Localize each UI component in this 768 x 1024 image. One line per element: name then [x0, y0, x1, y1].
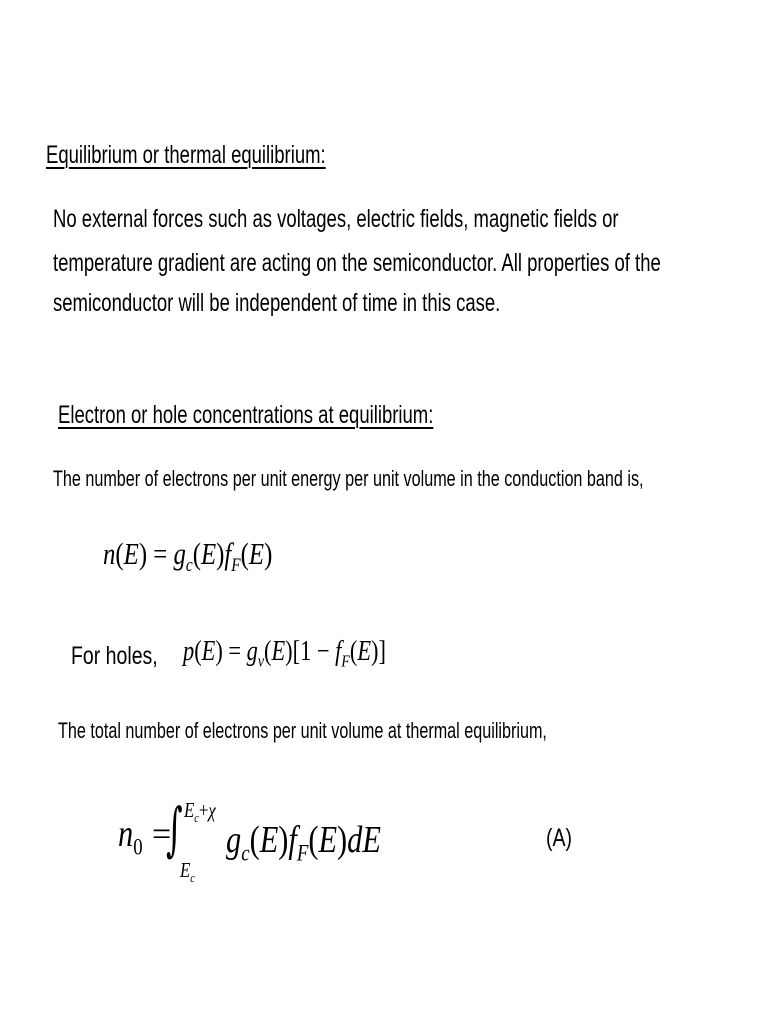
equals-sign: =: [152, 816, 172, 853]
integral-lower-limit: $E_c$: [180, 858, 195, 886]
integral-upper-limit: $E_c+\chi$: [184, 798, 216, 826]
integrand: $g_c(E)f_F(E)dE$: [226, 819, 381, 867]
section-heading-equilibrium: Equilibrium or thermal equilibrium:: [46, 141, 326, 169]
equation-electron-distribution: $n(E) = g_c(E)f_F(E)$: [103, 536, 273, 577]
section-heading-concentrations: Electron or hole concentrations at equilibrium:: [58, 401, 434, 429]
paragraph-line-2: temperature gradient are acting on the semiconductor. All properties of the: [53, 249, 661, 277]
holes-label: For holes,: [71, 642, 158, 670]
equation-hole-distribution: $p(E) = g_v(E)[1 - f_F(E)]$: [183, 636, 386, 671]
intro-text: The number of electrons per unit energy per unit volume in the conduction band is,: [53, 466, 644, 491]
paragraph-line-3: semiconductor will be independent of time in this case.: [53, 289, 501, 317]
total-electrons-text: The total number of electrons per unit volume at thermal equilibrium,: [58, 718, 547, 743]
equation-total-electron-concentration: $n_0$: [118, 813, 143, 861]
integral-sign: ∫: [166, 795, 183, 863]
equation-label: (A): [546, 824, 572, 852]
paragraph-line-1: No external forces such as voltages, electric fields, magnetic fields or: [53, 205, 619, 233]
